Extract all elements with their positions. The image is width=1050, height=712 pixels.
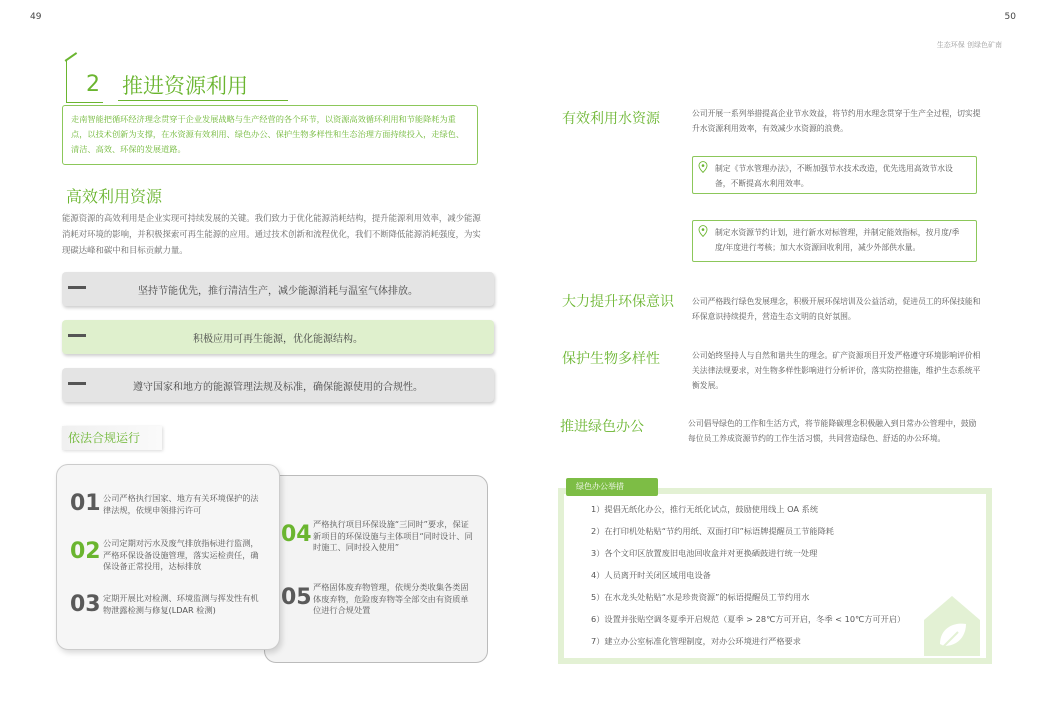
item-02-number: 02 [70,539,101,564]
water-box-1 [692,156,977,194]
water-title: 有效利用水资源 [562,111,660,127]
water-box-2-text: 制定水资源节约计划，进行新水对标管理，并制定能效指标，按月度/季度/年度进行考核；加大水资源回收利用，减少外部供水量。 [715,228,960,252]
office-item-2: 2）在打印机处粘贴“节约用纸、双面打印”标语牌提醒员工节能降耗 [591,526,834,536]
biodiversity-text: 公司始终坚持人与自然和谐共生的理念。矿产资源项目开发严格遵守环境影响评价相关法律法规要求，对生物多样性影响进行分析评价，落实防控措施，维护生态系统平衡发展。 [692,351,981,390]
section-underline [118,100,288,101]
item-05-number: 05 [281,585,312,610]
intro-box [62,105,478,165]
office-measures-tab: 绿色办公举措 [566,478,658,496]
item-04-text: 严格执行项目环保设施“三同时”要求，保证新项目的环保设施与主体项目“同时设计、同时施工、同时投入使用” [313,519,473,552]
pill-1 [62,272,494,306]
office-item-5: 5）在水龙头处粘贴“水是珍贵资源”的标语提醒员工节约用水 [591,592,810,602]
office-text: 公司倡导绿色的工作和生活方式，将节能降碳理念积极融入到日常办公管理中，鼓励每位员工养成资源节约的工作生活习惯，共同营造绿色、舒适的办公环境。 [688,419,977,443]
water-box-2 [692,220,977,262]
section-number: 2 [86,72,100,97]
pill-2 [62,320,494,354]
location-pin-icon [698,225,708,237]
item-02-text: 公司定期对污水及废气排放指标进行监测，严格环保设备设施管理，落实运检责任，确保设备正常投用，达标排放 [103,538,259,571]
page-number-left: 49 [30,12,42,22]
awareness-text: 公司严格践行绿色发展理念，积极开展环保培训及公益活动，促进员工的环保技能和环保意识持续提升，营造生态文明的良好氛围。 [692,297,981,321]
office-item-1: 1）提倡无纸化办公，推行无纸化试点，鼓励使用线上 OA 系统 [591,504,819,514]
item-04-number: 04 [281,522,312,547]
office-title: 推进绿色办公 [560,419,644,435]
efficient-title: 高效利用资源 [66,187,163,206]
item-05-text: 严格固体废弃物管理，依规分类收集各类固体废弃物，危险废弃物等全部交由有资质单位进行合规处置 [313,582,469,615]
pill-2-text: 积极应用可再生能源，优化能源结构。 [193,333,363,345]
pill-3 [62,368,494,402]
awareness-title: 大力提升环保意识 [562,294,674,310]
office-item-6: 6）设置并张贴空调冬夏季开启规范（夏季 > 28℃方可开启，冬季 < 10℃方可开启） [591,614,906,624]
section-title: 推进资源利用 [122,74,248,98]
item-03-text: 定期开展比对检测、环境监测与挥发性有机物泄露检测与修复(LDAR 检测) [103,593,259,615]
eco-house-icon [920,590,984,656]
office-item-3: 3）各个文印区放置废旧电池回收盒并对更换硒鼓进行统一处理 [591,548,818,558]
efficient-text: 能源资源的高效利用是企业实现可持续发展的关键。我们致力于优化能源消耗结构，提升能源利用效率，减少能源消耗对环境的影响，并积极探索可再生能源的应用。通过技术创新和流程优化，我们不断降低能源消耗强度，为实现碳达峰和碳中和目标贡献力量。 [62,213,481,255]
pill-3-text: 遵守国家和地方的能源管理法规及标准，确保能源使用的合规性。 [133,381,423,393]
office-item-7: 7）建立办公室标准化管理制度，对办公环境进行严格要求 [591,636,801,646]
dash-icon [68,334,86,337]
dash-icon [68,286,86,289]
item-03-number: 03 [70,592,101,617]
pill-1-text: 坚持节能优先，推行清洁生产，减少能源消耗与温室气体排放。 [138,285,418,297]
intro-text: 走南智能把循环经济理念贯穿于企业发展战略与生产经营的各个环节，以资源高效循环利用和节能降耗为重点，以技术创新为支撑，在水资源有效利用、绿色办公、保护生物多样性和生态治理方面持续投入，走绿色、清洁、高效、环保的发展道路。 [71,114,465,154]
biodiversity-title: 保护生物多样性 [562,351,660,367]
water-box-1-text: 制定《节水管理办法》，不断加强节水技术改造，优先选用高效节水设备，不断提高水利用效率。 [715,164,953,188]
item-01-text: 公司严格执行国家、地方有关环境保护的法律法规，依规申领排污许可 [103,493,259,515]
dash-icon [68,382,86,385]
header-subtitle: 生态环保 创绿色矿南 [936,41,1002,49]
item-01-number: 01 [70,491,101,516]
legal-card-back [264,475,488,663]
page-number-right: 50 [1004,12,1016,22]
location-pin-icon [698,161,708,173]
legal-title: 依法合规运行 [62,426,162,450]
water-text: 公司开展一系列举措提高企业节水效益，将节约用水理念贯穿于生产全过程，切实提升水资源利用效率，有效减少水资源的浪费。 [692,109,981,133]
office-item-4: 4）人员离开时关闭区域用电设备 [591,570,711,580]
